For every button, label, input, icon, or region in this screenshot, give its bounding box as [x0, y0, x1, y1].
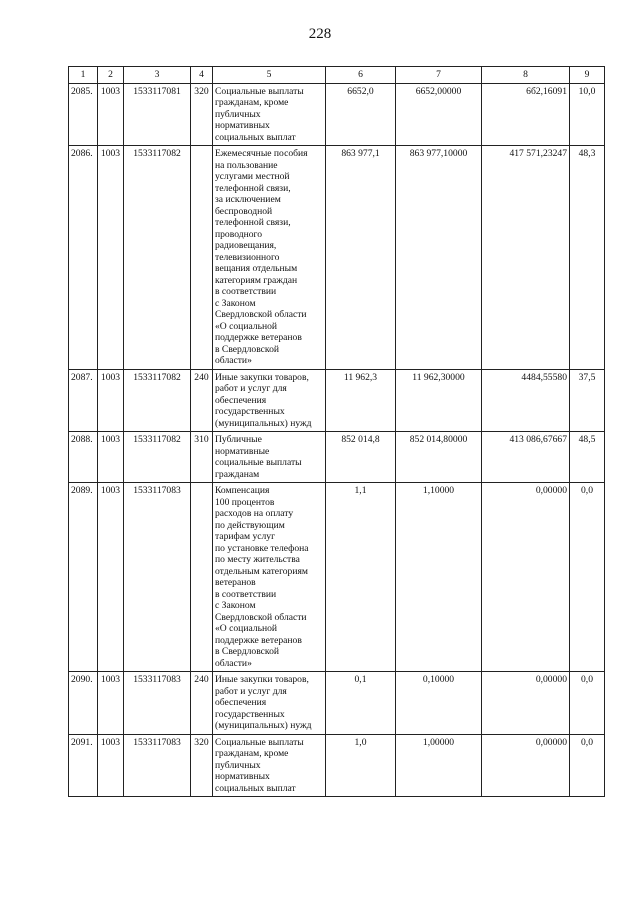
- table-row: [69, 734, 605, 797]
- expense-name-line: ветеранов: [215, 577, 256, 588]
- plan-amount-cell: 1,10000: [396, 483, 482, 672]
- page-number: 228: [308, 26, 332, 42]
- expense-name-line: нормативные: [215, 445, 270, 457]
- approved-amount-cell: 6652,0: [326, 83, 396, 146]
- expense-name-line: Компенсация: [215, 485, 270, 496]
- table-row: [69, 432, 605, 483]
- expense-name-line: телевизионного: [215, 251, 280, 263]
- plan-amount-cell: 852 014,80000: [396, 432, 482, 483]
- expense-name-line: в соответствии: [215, 286, 277, 297]
- column-header: 5: [213, 67, 326, 84]
- plan-amount-cell: 863 977,10000: [396, 146, 482, 370]
- expense-name-line: гражданам, кроме: [215, 97, 289, 108]
- table-row: [69, 672, 605, 735]
- column-header: 9: [570, 67, 605, 84]
- expense-name-line: за исключением: [215, 194, 281, 205]
- expense-name-line: услугами местной: [215, 171, 290, 182]
- expense-name-line: (муниципальных) нужд: [215, 720, 312, 731]
- percent-cell: 48,3: [570, 146, 605, 370]
- expense-name-cell: [213, 146, 326, 370]
- expense-name-line: нормативных: [215, 771, 270, 782]
- expense-name-line: государственных: [215, 406, 285, 417]
- expense-name-line: обеспечения: [215, 394, 267, 406]
- expense-name-cell: [213, 483, 326, 672]
- executed-amount-cell: 0,00000: [482, 483, 570, 672]
- expense-name-line: отдельным категориям: [215, 565, 308, 577]
- expense-kind-cell: 240: [191, 672, 213, 735]
- expense-name-cell: [213, 432, 326, 483]
- target-article-cell: 1533117083: [124, 672, 191, 735]
- expense-name-line: (муниципальных) нужд: [215, 417, 312, 429]
- expense-name-line: Ежемесячные пособия: [215, 148, 308, 159]
- approved-amount-cell: 1,0: [326, 734, 396, 797]
- column-header: 2: [98, 67, 124, 84]
- percent-cell: 37,5: [570, 369, 605, 432]
- section-code-cell: 1003: [98, 369, 124, 432]
- expense-name-cell: [213, 83, 326, 146]
- expense-name-line: публичных: [215, 108, 261, 120]
- expense-name-line: с Законом: [215, 297, 256, 309]
- expense-name-cell: [213, 734, 326, 797]
- percent-cell: 0,0: [570, 483, 605, 672]
- section-code-cell: 1003: [98, 432, 124, 483]
- approved-amount-cell: 852 014,8: [326, 432, 396, 483]
- expense-name-cell: [213, 672, 326, 735]
- section-code-cell: 1003: [98, 734, 124, 797]
- plan-amount-cell: 1,00000: [396, 734, 482, 797]
- expense-name-line: радиовещания,: [215, 240, 277, 251]
- expense-name-line: вещания отдельным: [215, 263, 298, 274]
- expense-name-line: проводного: [215, 228, 263, 240]
- percent-cell: 0,0: [570, 734, 605, 797]
- expense-name-line: в соответствии: [215, 588, 277, 600]
- target-article-cell: 1533117082: [124, 369, 191, 432]
- expense-name-line: Социальные выплаты: [215, 736, 304, 748]
- target-article-cell: 1533117083: [124, 734, 191, 797]
- expense-name-line: гражданам, кроме: [215, 748, 289, 759]
- row-number-cell: 2090.: [69, 672, 98, 735]
- expense-name-line: «О социальной: [215, 320, 278, 332]
- expense-name-line: по установке телефона: [215, 542, 309, 554]
- expense-name-line: области»: [215, 355, 252, 366]
- expense-name-line: 100 процентов: [215, 496, 275, 508]
- budget-table: [68, 66, 605, 797]
- plan-amount-cell: 11 962,30000: [396, 369, 482, 432]
- expense-name-line: Публичные: [215, 434, 262, 445]
- expense-name-line: государственных: [215, 708, 285, 720]
- target-article-cell: 1533117083: [124, 483, 191, 672]
- expense-name-line: тарифам услуг: [215, 531, 276, 542]
- row-number-cell: 2085.: [69, 83, 98, 146]
- plan-amount-cell: 6652,00000: [396, 83, 482, 146]
- executed-amount-cell: 413 086,67667: [482, 432, 570, 483]
- column-header: 6: [326, 67, 396, 84]
- column-header: 1: [69, 67, 98, 84]
- approved-amount-cell: 11 962,3: [326, 369, 396, 432]
- section-code-cell: 1003: [98, 672, 124, 735]
- expense-name-line: обеспечения: [215, 697, 267, 708]
- executed-amount-cell: 0,00000: [482, 672, 570, 735]
- row-number-cell: 2089.: [69, 483, 98, 672]
- header-row: [69, 67, 605, 84]
- row-number-cell: 2087.: [69, 369, 98, 432]
- target-article-cell: 1533117082: [124, 146, 191, 370]
- table-row: [69, 83, 605, 146]
- expense-name-line: телефонной связи,: [215, 182, 291, 194]
- expense-name-line: в Свердловской: [215, 343, 280, 355]
- executed-amount-cell: 4484,55580: [482, 369, 570, 432]
- expense-kind-cell: 310: [191, 432, 213, 483]
- executed-amount-cell: 417 571,23247: [482, 146, 570, 370]
- expense-kind-cell: [191, 483, 213, 672]
- expense-name-line: беспроводной: [215, 205, 273, 217]
- expense-kind-cell: 320: [191, 734, 213, 797]
- executed-amount-cell: 0,00000: [482, 734, 570, 797]
- expense-name-line: Иные закупки товаров,: [215, 674, 309, 685]
- column-header: 3: [124, 67, 191, 84]
- expense-name-line: по месту жительства: [215, 554, 300, 565]
- expense-name-line: «О социальной: [215, 623, 278, 634]
- expense-kind-cell: 320: [191, 83, 213, 146]
- approved-amount-cell: 0,1: [326, 672, 396, 735]
- expense-name-line: работ и услуг для: [215, 685, 287, 697]
- expense-name-line: социальных выплат: [215, 131, 296, 143]
- expense-name-line: на пользование: [215, 159, 278, 171]
- expense-name-line: социальные выплаты: [215, 457, 302, 468]
- row-number-cell: 2088.: [69, 432, 98, 483]
- section-code-cell: 1003: [98, 146, 124, 370]
- expense-name-line: с Законом: [215, 600, 256, 611]
- expense-name-line: Иные закупки товаров,: [215, 371, 309, 383]
- target-article-cell: 1533117082: [124, 432, 191, 483]
- expense-name-line: социальных выплат: [215, 782, 296, 794]
- percent-cell: 0,0: [570, 672, 605, 735]
- plan-amount-cell: 0,10000: [396, 672, 482, 735]
- row-number-cell: 2086.: [69, 146, 98, 370]
- section-code-cell: 1003: [98, 83, 124, 146]
- expense-name-cell: [213, 369, 326, 432]
- approved-amount-cell: 863 977,1: [326, 146, 396, 370]
- expense-name-line: телефонной связи,: [215, 217, 291, 228]
- table-row: [69, 146, 605, 370]
- target-article-cell: 1533117081: [124, 83, 191, 146]
- table-row: [69, 483, 605, 672]
- expense-name-line: работ и услуг для: [215, 383, 287, 394]
- expense-name-line: Социальные выплаты: [215, 85, 304, 97]
- approved-amount-cell: 1,1: [326, 483, 396, 672]
- expense-name-line: нормативных: [215, 120, 270, 131]
- section-code-cell: 1003: [98, 483, 124, 672]
- executed-amount-cell: 6б2,16091: [482, 83, 570, 146]
- expense-kind-cell: 240: [191, 369, 213, 432]
- column-header: 7: [396, 67, 482, 84]
- expense-name-line: гражданам: [215, 468, 260, 480]
- expense-name-line: категориям граждан: [215, 274, 298, 286]
- table-body: [69, 83, 605, 797]
- expense-name-line: в Свердловской: [215, 646, 280, 657]
- expense-name-line: поддержке ветеранов: [215, 332, 302, 343]
- percent-cell: 10,0: [570, 83, 605, 146]
- row-number-cell: 2091.: [69, 734, 98, 797]
- percent-cell: 48,5: [570, 432, 605, 483]
- expense-name-line: поддержке ветеранов: [215, 634, 302, 646]
- expense-name-line: расходов на оплату: [215, 508, 294, 519]
- column-header: 8: [482, 67, 570, 84]
- table-row: [69, 369, 605, 432]
- expense-name-line: по действующим: [215, 519, 285, 531]
- expense-kind-cell: [191, 146, 213, 370]
- column-header: 4: [191, 67, 213, 84]
- expense-name-line: публичных: [215, 759, 261, 771]
- expense-name-line: Свердловской области: [215, 611, 307, 623]
- expense-name-line: Свердловской области: [215, 309, 307, 320]
- expense-name-line: области»: [215, 657, 252, 669]
